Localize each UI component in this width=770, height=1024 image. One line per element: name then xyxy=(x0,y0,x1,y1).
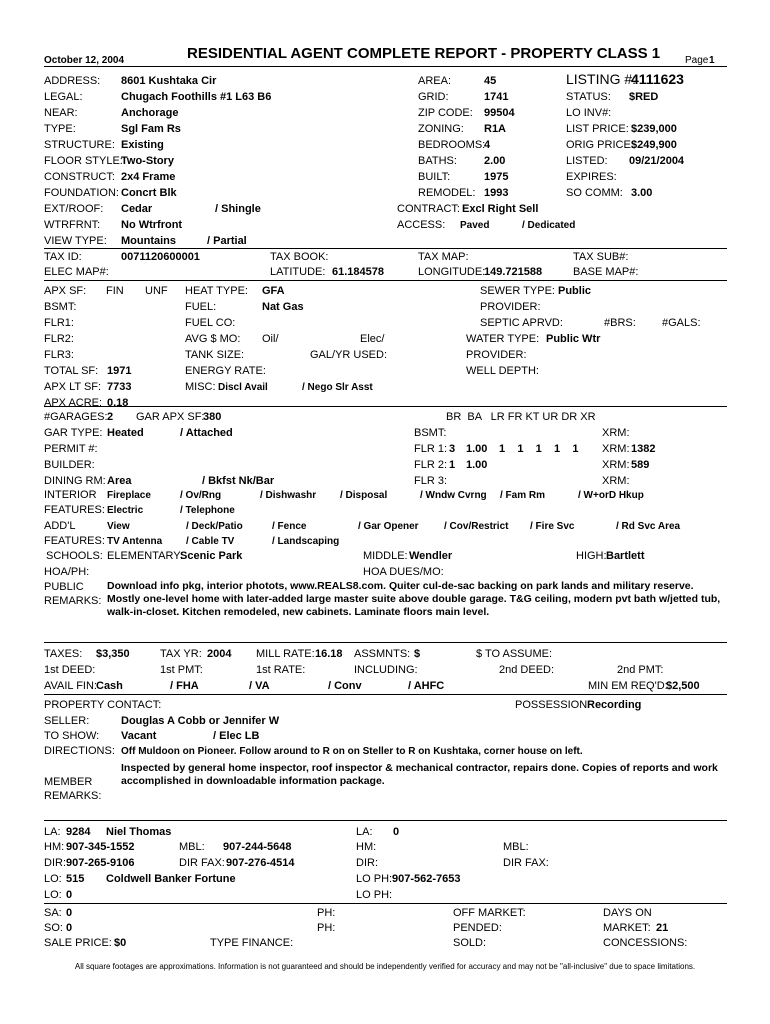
seller-label: SELLER: xyxy=(44,715,90,727)
zip-label: ZIP CODE: xyxy=(418,107,473,119)
addl-feature-10: / Landscaping xyxy=(272,536,340,547)
assmnts-label: ASSMNTS: xyxy=(354,648,411,660)
co-dir-fax-label: DIR FAX: xyxy=(503,857,549,869)
property-contact-label: PROPERTY CONTACT: xyxy=(44,699,162,711)
dir-fax-value: 907-276-4514 xyxy=(226,857,295,869)
avail-fin-cash: Cash xyxy=(96,680,123,692)
builder-label: BUILDER: xyxy=(44,459,95,471)
addl-features-label: FEATURES: xyxy=(44,535,105,547)
unf-header: UNF xyxy=(145,285,168,297)
interior-feature-6: / Fam Rm xyxy=(500,490,546,501)
sewer-type-value: Public xyxy=(558,285,592,297)
concessions-label: CONCESSIONS: xyxy=(603,937,688,949)
tax-map-label: TAX MAP: xyxy=(418,251,469,263)
addl-feature-5: / Cov/Restrict xyxy=(444,521,509,532)
including-label: INCLUDING: xyxy=(354,664,418,676)
interior-feature-1: Fireplace xyxy=(107,490,151,501)
interior-feature-7: / W+orD Hkup xyxy=(578,490,644,501)
fuel-label: FUEL: xyxy=(185,301,217,313)
gar-type-label: GAR TYPE: xyxy=(44,427,103,439)
foundation-value: Concrt Blk xyxy=(121,187,177,199)
agent-divider xyxy=(44,903,727,904)
status-label: STATUS: xyxy=(566,91,611,103)
co-mbl-label: MBL: xyxy=(503,841,529,853)
high-value: Bartlett xyxy=(606,550,645,562)
addl-feature-3: / Fence xyxy=(272,521,307,532)
market-label: MARKET: xyxy=(603,922,651,934)
grid-value: 1741 xyxy=(484,91,509,103)
lo-ph-value: 907-562-7653 xyxy=(392,873,461,885)
addl-feature-9: / Cable TV xyxy=(186,536,235,547)
apx-lt-sf-label: APX LT SF: xyxy=(44,381,102,393)
remodel-label: REMODEL: xyxy=(418,187,476,199)
lo-inv-label: LO INV#: xyxy=(566,107,612,119)
public-remarks-text: Download info pkg, interior photots, www.REALS8.com. Quiter cul-de-sac backing on park lands and military reserve. Mostly one-level home with later-added large master suite above double garage. T&G ceiling, modern pvt bath w/jetted tub, walk-in-closet. Kitchen remodeled, new cabinets. Laminate floors main level. xyxy=(107,580,721,618)
to-show-label: TO SHOW: xyxy=(44,730,100,742)
interior-label: INTERIOR xyxy=(44,489,97,501)
apx-acre-label: APX ACRE: xyxy=(44,397,103,409)
expires-label: EXPIRES: xyxy=(566,171,617,183)
avg-mo-label: AVG $ MO: xyxy=(185,333,241,345)
view-type-label: VIEW TYPE: xyxy=(44,235,107,247)
lo-ph-label: LO PH: xyxy=(356,873,393,885)
xrm-label-3: XRM: xyxy=(602,459,630,471)
address-label: ADDRESS: xyxy=(44,75,101,87)
gal-yr-label: GAL/YR USED: xyxy=(310,349,388,361)
well-depth-label: WELL DEPTH: xyxy=(466,365,539,377)
sewer-type-label: SEWER TYPE: xyxy=(480,285,555,297)
view-type-value-2: / Partial xyxy=(207,235,247,247)
so-ph-label: PH: xyxy=(317,922,336,934)
total-sf-value: 1971 xyxy=(107,365,132,377)
off-market-label: OFF MARKET: xyxy=(453,907,526,919)
roof-value: / Shingle xyxy=(215,203,261,215)
dining-value-2: / Bkfst Nk/Bar xyxy=(202,475,275,487)
fin-header: FIN xyxy=(106,285,124,297)
lo2-label: LO: xyxy=(44,889,62,901)
schools-label: SCHOOLS: xyxy=(46,550,103,562)
possession-value: Recording xyxy=(587,699,642,711)
floor-style-value: Two-Story xyxy=(121,155,174,167)
possession-label: POSSESSION: xyxy=(515,699,591,711)
xrm-label-1: XRM: xyxy=(602,427,630,439)
built-value: 1975 xyxy=(484,171,509,183)
septic-label: SEPTIC APRVD: xyxy=(480,317,563,329)
lo2-value: 0 xyxy=(66,889,73,901)
ext-roof-label: EXT/ROOF: xyxy=(44,203,104,215)
address-value: 8601 Kushtaka Cir xyxy=(121,75,217,87)
gar-type-value: Heated xyxy=(107,427,144,439)
min-em-label: MIN EM REQ'D: xyxy=(588,680,668,692)
so-comm-label: SO COMM: xyxy=(566,187,623,199)
interior-feature-8: Electric xyxy=(107,505,144,516)
hm-value: 907-345-1552 xyxy=(66,841,135,853)
dir-label: DIR: xyxy=(44,857,66,869)
zip-value: 99504 xyxy=(484,107,515,119)
tax-yr-value: 2004 xyxy=(207,648,232,660)
type-label: TYPE: xyxy=(44,123,76,135)
view-type-value: Mountains xyxy=(121,235,176,247)
construct-value: 2x4 Frame xyxy=(121,171,176,183)
member-remarks-text: Inspected by general home inspector, roof inspector & mechanical contractor, repairs done. Copies of reports and work accomplished in downloadable information package. xyxy=(121,762,718,787)
access-value: Paved xyxy=(460,220,490,231)
tax-id-value: 0071120600001 xyxy=(121,251,200,263)
public-label: PUBLIC xyxy=(44,581,84,593)
to-show-value-2: / Elec LB xyxy=(213,730,260,742)
dir-fax-label: DIR FAX: xyxy=(179,857,225,869)
pended-label: PENDED: xyxy=(453,922,502,934)
room-flr2-label: FLR 2: xyxy=(414,459,448,471)
access-value-2: / Dedicated xyxy=(522,220,576,231)
brs-label: #BRS: xyxy=(604,317,636,329)
room-flr1-label: FLR 1: xyxy=(414,443,448,455)
area-label: AREA: xyxy=(418,75,452,87)
fuel-co-label: FUEL CO: xyxy=(185,317,236,329)
listed-value: 09/21/2004 xyxy=(629,155,685,167)
sa-label: SA: xyxy=(44,907,62,919)
wtrfrnt-value: No Wtrfront xyxy=(121,219,183,231)
construct-label: CONSTRUCT: xyxy=(44,171,115,183)
misc-label: MISC: xyxy=(185,381,216,393)
status-value: $RED xyxy=(629,91,659,103)
lo-label: LO: xyxy=(44,873,62,885)
bsmt-label: BSMT: xyxy=(44,301,77,313)
zoning-label: ZONING: xyxy=(418,123,464,135)
elec-map-label: ELEC MAP#: xyxy=(44,266,109,278)
gar-apx-sf-label: GAR APX SF: xyxy=(136,411,205,423)
so-comm-value: 3.00 xyxy=(631,187,653,199)
list-price-label: LIST PRICE: xyxy=(566,123,629,135)
room-flr3-label: FLR 3: xyxy=(414,475,448,487)
grid-label: GRID: xyxy=(418,91,449,103)
la-id: 9284 xyxy=(66,826,91,838)
baths-value: 2.00 xyxy=(484,155,506,167)
listing-number-value: 4111623 xyxy=(631,71,684,87)
hm-label: HM: xyxy=(44,841,65,853)
interior-feature-4: / Disposal xyxy=(340,490,388,501)
room-flr1-ba: 1.00 xyxy=(466,443,488,455)
member-remarks-label: REMARKS: xyxy=(44,790,102,802)
page-label: Page xyxy=(685,55,709,66)
list-price-value: $239,000 xyxy=(631,123,677,135)
gar-apx-sf-value: 380 xyxy=(203,411,222,423)
co-dir-label: DIR: xyxy=(356,857,378,869)
lo-name: Coldwell Banker Fortune xyxy=(106,873,236,885)
avail-fin-fha: / FHA xyxy=(170,680,199,692)
longitude-label: LONGITUDE: xyxy=(418,266,486,278)
apx-lt-sf-value: 7733 xyxy=(107,381,132,393)
days-on-label: DAYS ON xyxy=(603,907,652,919)
remarks-divider xyxy=(44,642,727,643)
hoa-dues-label: HOA DUES/MO: xyxy=(363,566,444,578)
heat-type-label: HEAT TYPE: xyxy=(185,285,248,297)
base-map-label: BASE MAP#: xyxy=(573,266,639,278)
directions-value: Off Muldoon on Pioneer. Follow around to R on on Steller to R on Kushtaka, corner house on left. xyxy=(121,746,583,757)
flr3-label: FLR3: xyxy=(44,349,74,361)
xrm-value-2: 589 xyxy=(631,459,650,471)
near-label: NEAR: xyxy=(44,107,78,119)
tank-size-label: TANK SIZE: xyxy=(185,349,245,361)
middle-value: Wendler xyxy=(409,550,453,562)
fuel-value: Nat Gas xyxy=(262,301,304,313)
total-sf-label: TOTAL SF: xyxy=(44,365,99,377)
finance-divider xyxy=(44,694,727,695)
mill-rate-label: MILL RATE: xyxy=(256,648,315,660)
latitude-value: 61.184578 xyxy=(332,266,384,278)
interior-feature-9: / Telephone xyxy=(180,505,235,516)
water-type-label: WATER TYPE: xyxy=(466,333,540,345)
interior-feature-3: / Dishwashr xyxy=(260,490,317,501)
floor-style-label: FLOOR STYLE: xyxy=(44,155,123,167)
min-em-value: $2,500 xyxy=(666,680,700,692)
legal-value: Chugach Foothills #1 L63 B6 xyxy=(121,91,272,103)
orig-price-label: ORIG PRICE: xyxy=(566,139,634,151)
utilities-divider xyxy=(44,406,727,407)
interior-feature-5: / Wndw Cvrng xyxy=(420,490,487,501)
structure-value: Existing xyxy=(121,139,164,151)
provider-label: PROVIDER: xyxy=(480,301,541,313)
to-show-value: Vacant xyxy=(121,730,157,742)
latitude-label: LATITUDE: xyxy=(270,266,326,278)
misc-value-1: Discl Avail xyxy=(218,382,268,393)
dir-value: 907-265-9106 xyxy=(66,857,135,869)
seller-value: Douglas A Cobb or Jennifer W xyxy=(121,715,280,727)
sa-ph-label: PH: xyxy=(317,907,336,919)
tax-sub-label: TAX SUB#: xyxy=(573,251,629,263)
hoa-ph-label: HOA/PH: xyxy=(44,566,90,578)
built-label: BUILT: xyxy=(418,171,451,183)
elec-label: Elec/ xyxy=(360,333,385,345)
sale-price-value: $0 xyxy=(114,937,127,949)
room-flr2-br: 1 xyxy=(449,459,456,471)
garages-value: 2 xyxy=(107,411,114,423)
listing-number-label: LISTING #: xyxy=(566,71,637,87)
energy-rate-label: ENERGY RATE: xyxy=(185,365,266,377)
co-lo-ph-label: LO PH: xyxy=(356,889,393,901)
sa-value: 0 xyxy=(66,907,73,919)
area-value: 45 xyxy=(484,75,497,87)
addl-feature-4: / Gar Opener xyxy=(358,521,419,532)
contract-value: Excl Right Sell xyxy=(462,203,539,215)
gals-label: #GALS: xyxy=(662,317,701,329)
xrm-value-1: 1382 xyxy=(631,443,656,455)
elementary-label: ELEMENTARY: xyxy=(107,550,184,562)
mill-rate-value: 16.18 xyxy=(315,648,343,660)
la-name: Niel Thomas xyxy=(106,826,172,838)
room-grid-header: BR BA LR FR KT UR DR XR xyxy=(446,411,596,423)
heat-type-value: GFA xyxy=(262,285,285,297)
room-flr1-counts: 1 1 1 1 1 xyxy=(499,443,579,455)
avail-fin-va: / VA xyxy=(249,680,270,692)
first-rate-label: 1st RATE: xyxy=(256,664,306,676)
foundation-label: FOUNDATION: xyxy=(44,187,119,199)
permit-label: PERMIT #: xyxy=(44,443,98,455)
market-value: 21 xyxy=(656,922,669,934)
to-assume-label: $ TO ASSUME: xyxy=(476,648,553,660)
bedrooms-label: BEDROOMS: xyxy=(418,139,486,151)
assmnts-value: $ xyxy=(414,648,421,660)
report-title: RESIDENTIAL AGENT COMPLETE REPORT - PROPERTY CLASS 1 xyxy=(187,45,661,62)
apx-acre-value: 0.18 xyxy=(107,397,129,409)
elementary-value: Scenic Park xyxy=(180,550,243,562)
tax-yr-label: TAX YR: xyxy=(160,648,202,660)
avail-fin-label: AVAIL FIN: xyxy=(44,680,97,692)
room-bsmt-label: BSMT: xyxy=(414,427,447,439)
flr1-label: FLR1: xyxy=(44,317,74,329)
la-label: LA: xyxy=(44,826,61,838)
sale-price-label: SALE PRICE: xyxy=(44,937,112,949)
taxes-value: $3,350 xyxy=(96,648,130,660)
middle-label: MIDDLE: xyxy=(363,550,408,562)
mbl-label: MBL: xyxy=(179,841,205,853)
first-pmt-label: 1st PMT: xyxy=(160,664,203,676)
room-flr2-ba: 1.00 xyxy=(466,459,488,471)
type-finance-label: TYPE FINANCE: xyxy=(210,937,294,949)
structure-label: STRUCTURE: xyxy=(44,139,115,151)
mbl-value: 907-244-5648 xyxy=(223,841,292,853)
contact-divider xyxy=(44,820,727,821)
near-value: Anchorage xyxy=(121,107,179,119)
xrm-label-4: XRM: xyxy=(602,475,630,487)
orig-price-value: $249,900 xyxy=(631,139,677,151)
addl-feature-8: TV Antenna xyxy=(107,536,163,547)
avail-fin-ahfc: / AHFC xyxy=(408,680,445,692)
remodel-value: 1993 xyxy=(484,187,509,199)
taxes-label: TAXES: xyxy=(44,648,83,660)
tax-divider xyxy=(44,280,727,281)
gar-type-value-2: / Attached xyxy=(180,427,233,439)
addl-feature-7: / Rd Svc Area xyxy=(616,521,681,532)
flr2-label: FLR2: xyxy=(44,333,74,345)
addl-feature-6: / Fire Svc xyxy=(530,521,575,532)
page-number: 1 xyxy=(709,55,715,66)
first-deed-label: 1st DEED: xyxy=(44,664,96,676)
provider2-label: PROVIDER: xyxy=(466,349,527,361)
avail-fin-conv: / Conv xyxy=(328,680,362,692)
ext-value: Cedar xyxy=(121,203,153,215)
header-divider xyxy=(44,66,727,67)
tax-id-label: TAX ID: xyxy=(44,251,82,263)
water-type-value: Public Wtr xyxy=(546,333,601,345)
longitude-value: 149.721588 xyxy=(484,266,543,278)
dining-value: Area xyxy=(107,475,132,487)
disclaimer: All square footages are approximations. Information is not guaranteed and should be independently verified for accuracy and may not be "all-inclusive" due to space limitations. xyxy=(74,962,696,971)
contract-label: CONTRACT: xyxy=(397,203,460,215)
co-la-label: LA: xyxy=(356,826,373,838)
dining-label: DINING RM: xyxy=(44,475,106,487)
addl-label: ADD'L xyxy=(44,520,76,532)
access-label: ACCESS: xyxy=(397,219,446,231)
garages-label: #GARAGES: xyxy=(44,411,108,423)
addl-feature-1: View xyxy=(107,521,130,532)
tax-book-label: TAX BOOK: xyxy=(270,251,329,263)
co-la-value: 0 xyxy=(393,826,400,838)
interior-features-label: FEATURES: xyxy=(44,504,105,516)
public-remarks-label: REMARKS: xyxy=(44,595,102,607)
misc-value-2: / Nego Slr Asst xyxy=(302,382,373,393)
directions-label: DIRECTIONS: xyxy=(44,745,115,757)
report-date: October 12, 2004 xyxy=(44,55,125,66)
so-value: 0 xyxy=(66,922,73,934)
type-value: Sgl Fam Rs xyxy=(121,123,181,135)
so-label: SO: xyxy=(44,922,63,934)
second-deed-label: 2nd DEED: xyxy=(499,664,555,676)
sold-label: SOLD: xyxy=(453,937,487,949)
high-label: HIGH: xyxy=(576,550,607,562)
legal-label: LEGAL: xyxy=(44,91,83,103)
co-hm-label: HM: xyxy=(356,841,377,853)
baths-label: BATHS: xyxy=(418,155,457,167)
interior-feature-2: / Ov/Rng xyxy=(180,490,222,501)
lo-id: 515 xyxy=(66,873,85,885)
second-pmt-label: 2nd PMT: xyxy=(617,664,664,676)
listed-label: LISTED: xyxy=(566,155,608,167)
bedrooms-value: 4 xyxy=(484,139,491,151)
zoning-value: R1A xyxy=(484,123,507,135)
xrm-label-2: XRM: xyxy=(602,443,630,455)
addl-feature-2: / Deck/Patio xyxy=(186,521,243,532)
room-flr1-br: 3 xyxy=(449,443,456,455)
oil-label: Oil/ xyxy=(262,333,279,345)
apx-sf-label: APX SF: xyxy=(44,285,87,297)
member-label: MEMBER xyxy=(44,776,93,788)
wtrfrnt-label: WTRFRNT: xyxy=(44,219,101,231)
listing-divider xyxy=(44,248,727,249)
